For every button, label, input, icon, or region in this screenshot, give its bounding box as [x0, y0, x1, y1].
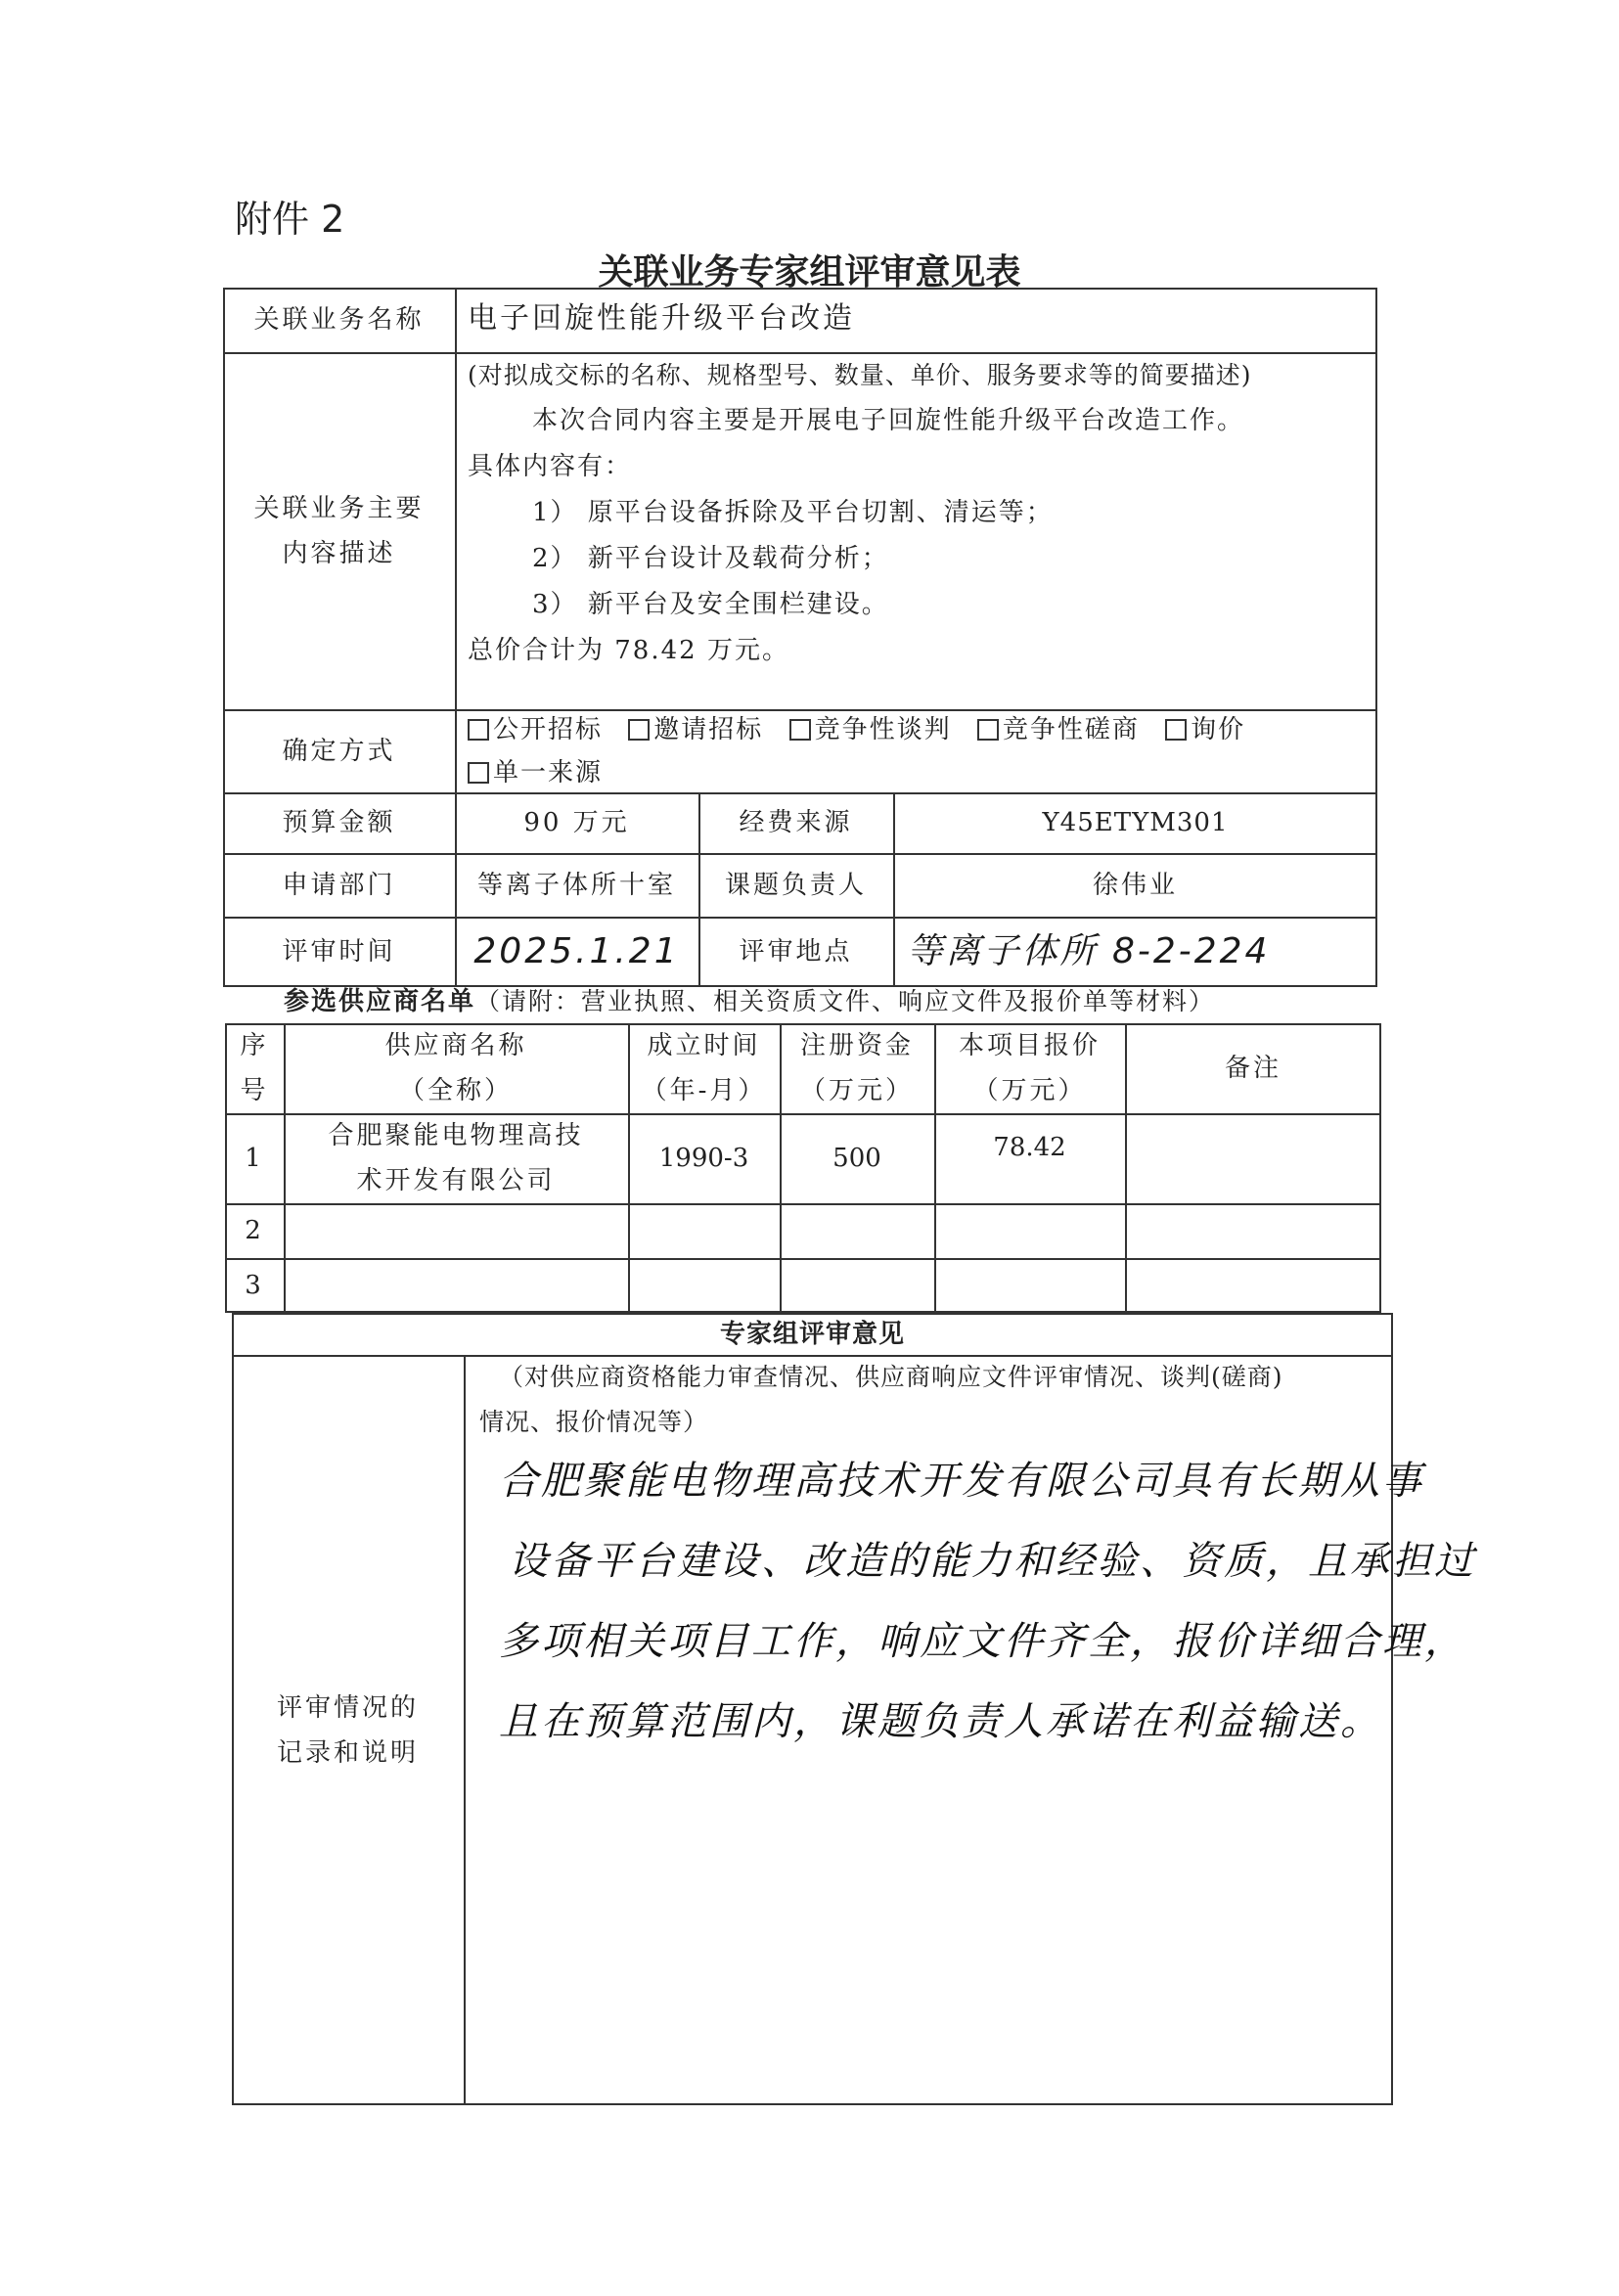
budget-value: 90 万元 — [523, 808, 630, 837]
col-header-remark: 备注 — [1224, 1054, 1282, 1083]
table-row-date: 1990-3 — [658, 1144, 749, 1173]
checkbox[interactable] — [789, 719, 811, 741]
department-value: 等离子体所十室 — [476, 870, 676, 900]
table-row-seq: 1 — [245, 1144, 264, 1173]
description-content — [468, 352, 1372, 674]
table-row-seq: 3 — [245, 1271, 264, 1300]
description-hint: (对拟成交标的名称、规格型号、数量、单价、服务要求等的简要描述) — [468, 361, 1252, 389]
col-header-capital: 注册资金 （万元） — [799, 1031, 914, 1105]
handwritten-line: 设备平台建设、改造的能力和经验、资质，且承担过 — [509, 1539, 1476, 1584]
method-option-open-tender[interactable]: 公开招标 — [468, 715, 603, 744]
col-header-name: 供应商名称 （全称） — [384, 1031, 527, 1105]
suppliers-heading: 参选供应商名单 — [284, 987, 476, 1016]
leader-value: 徐伟业 — [1092, 870, 1178, 900]
suppliers-note: （请附：营业执照、相关资质文件、响应文件及报价单等材料） — [475, 987, 1216, 1015]
suppliers-heading-row — [284, 978, 1215, 1025]
table-row-seq: 2 — [245, 1216, 264, 1245]
description-total: 总价合计为 78.42 万元。 — [468, 636, 789, 665]
review-time-value: 2025.1.21 — [473, 931, 680, 971]
table-row-quote: 78.42 — [993, 1133, 1066, 1162]
method-option-inquiry[interactable]: 询价 — [1165, 715, 1245, 744]
handwritten-line: 合肥聚能电物理高技术开发有限公司具有长期从事 — [499, 1459, 1424, 1504]
col-header-quote: 本项目报价 （万元） — [958, 1031, 1101, 1105]
review-time-label: 评审时间 — [282, 937, 396, 967]
table-row-capital: 500 — [832, 1144, 881, 1173]
checkbox[interactable] — [628, 719, 650, 741]
description-label-line2: 内容描述 — [282, 538, 396, 568]
col-header-seq: 序 号 — [240, 1031, 269, 1105]
checkbox[interactable] — [468, 719, 489, 741]
description-item: 3） 新平台及安全围栏建设。 — [532, 590, 889, 619]
method-option-consultation[interactable]: 竞争性磋商 — [977, 715, 1140, 744]
table-row-remark — [1125, 1113, 1381, 1203]
table-row-supplier-name: 合肥聚能电物理高技 术开发有限公司 — [328, 1121, 584, 1195]
method-option-invited-tender[interactable]: 邀请招标 — [628, 715, 763, 744]
handwritten-line: 且在预算范围内，课题负责人承诺在利益输送。 — [499, 1699, 1382, 1744]
business-name-label: 关联业务名称 — [253, 305, 425, 335]
description-details-header: 具体内容有： — [468, 452, 633, 481]
description-intro: 本次合同内容主要是开展电子回旋性能升级平台改造工作。 — [532, 406, 1245, 435]
review-place-value: 等离子体所 8-2-224 — [907, 931, 1271, 971]
checkbox[interactable] — [468, 762, 489, 784]
funding-label: 经费来源 — [739, 808, 853, 837]
leader-label: 课题负责人 — [724, 870, 867, 900]
opinion-handwritten-text — [499, 1441, 1476, 1762]
business-name-value: 电子回旋性能升级平台改造 — [468, 301, 855, 336]
department-label: 申请部门 — [282, 870, 396, 900]
description-item: 1） 原平台设备拆除及平台切割、清运等； — [532, 498, 1054, 527]
handwritten-line: 多项相关项目工作，响应文件齐全，报价详细合理， — [499, 1619, 1466, 1664]
checkbox[interactable] — [1165, 719, 1187, 741]
description-item: 2） 新平台设计及载荷分析； — [532, 544, 889, 573]
description-label-line1: 关联业务主要 — [253, 493, 425, 523]
method-option-single-source[interactable]: 单一来源 — [468, 758, 603, 788]
attachment-label: 附件 2 — [235, 198, 345, 241]
opinion-hint: （对供应商资格能力审查情况、供应商响应文件评审情况、谈判(磋商) 情况、报价情况等） — [479, 1363, 1283, 1436]
review-place-label: 评审地点 — [739, 937, 853, 967]
form-title: 关联业务专家组评审意见表 — [598, 252, 1021, 293]
col-header-date: 成立时间 （年-月） — [641, 1031, 767, 1105]
funding-value: Y45ETYM301 — [1042, 808, 1229, 837]
budget-label: 预算金额 — [282, 808, 396, 837]
opinion-heading: 专家组评审意见 — [719, 1319, 905, 1349]
opinion-label: 评审情况的 记录和说明 — [276, 1692, 419, 1768]
method-options — [468, 708, 1368, 794]
checkbox[interactable] — [977, 719, 999, 741]
method-label: 确定方式 — [282, 736, 396, 766]
description-label — [223, 352, 455, 709]
method-option-negotiation[interactable]: 竞争性谈判 — [789, 715, 952, 744]
